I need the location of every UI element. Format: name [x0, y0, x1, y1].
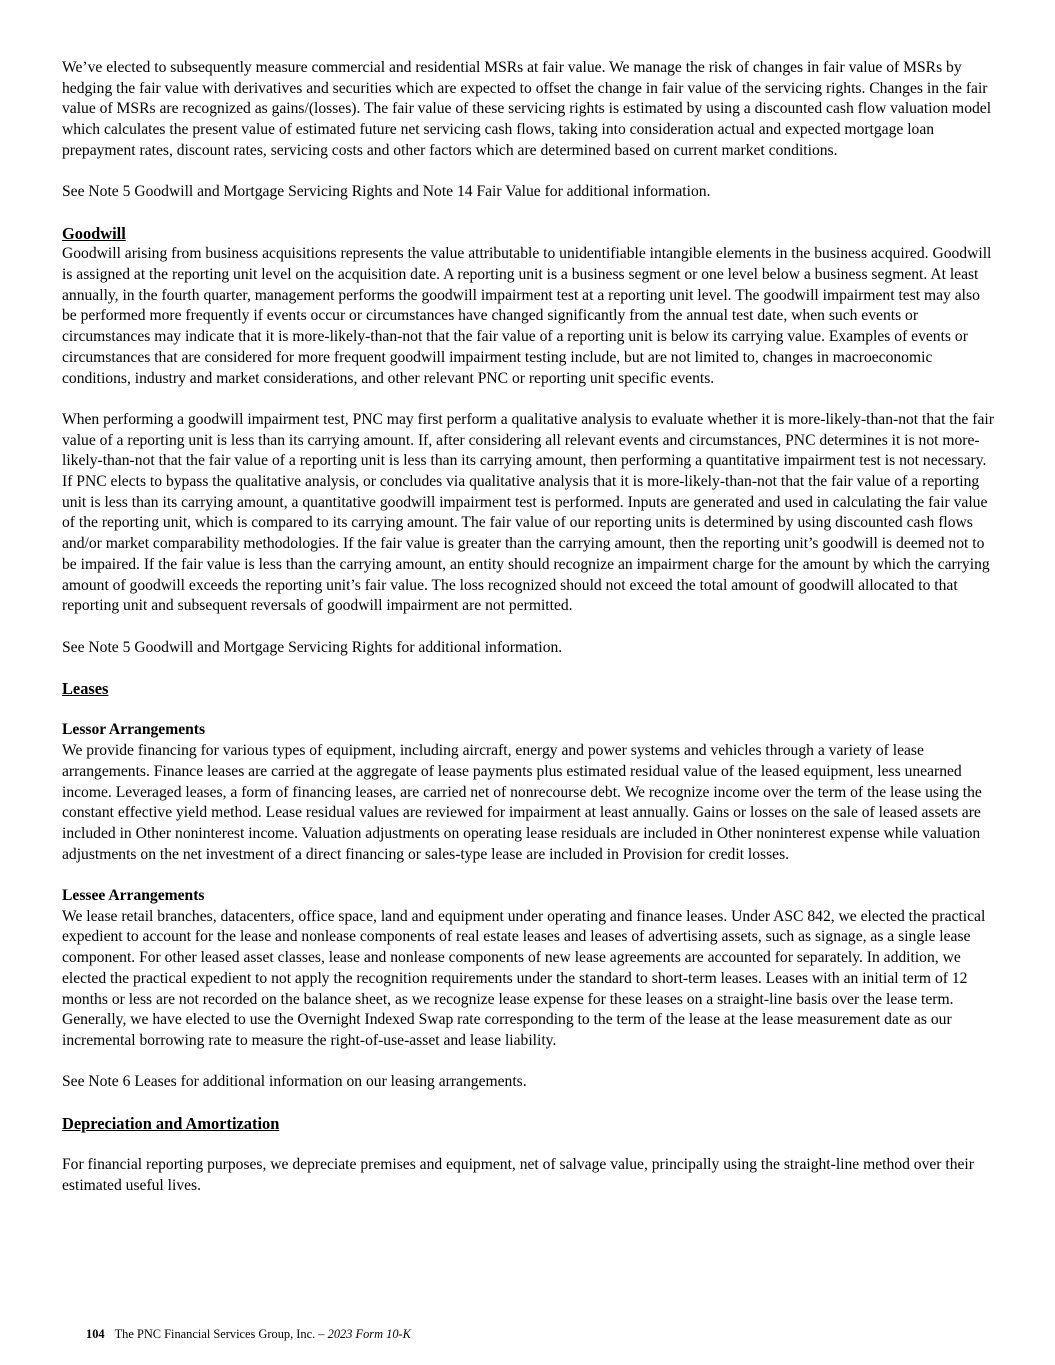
lessor-paragraph: We provide financing for various types of equipment, including aircraft, energy and power systems and vehicles through a variety of lease arrangements. Finance leases are carried at the aggregate of lease payments plus estimated residual value of the leased equipment, less unearned income. Leveraged leases, a form of financing leases, are carried net of nonrecourse debt. We recognize income over the term of the lease using the constant effective yield method. Lease residual values are reviewed for impairment at least annually. Gains or losses on the sale of leased assets are included in Other noninterest income. Valuation adjustments on operating lease residuals are included in Other noninterest expense while valuation adjustments on the net investment of a direct financing or sales-type lease are included in Provision for credit losses.: [62, 742, 982, 863]
msr-see-note: See Note 5 Goodwill and Mortgage Servicing Rights and Note 14 Fair Value for additional information.: [62, 183, 711, 201]
goodwill-heading: Goodwill: [62, 223, 126, 243]
msr-paragraph: We’ve elected to subsequently measure commercial and residential MSRs at fair value. We manage the risk of changes in fair value of MSRs by hedging the fair value with derivatives and securities which are expected to offset the change in fair value of the servicing rights. Changes in the fair value of MSRs are recognized as gains/(losses). The fair value of these servicing rights is estimated by using a discounted cash flow valuation model which calculates the present value of estimated future net servicing cash flows, taking into consideration actual and expected mortgage loan prepayment rates, discount rates, servicing costs and other factors which are determined based on current market conditions.: [62, 59, 992, 159]
lessee-heading: Lessee Arrangements: [62, 887, 205, 905]
goodwill-paragraph-1: Goodwill arising from business acquisitions represents the value attributable to unidentifiable intangible elements in the business acquired. Goodwill is assigned at the reporting unit level on the acquisition date. A reporting unit is a business segment or one level below a business segment. At least annually, in the fourth quarter, management performs the goodwill impairment test at a reporting unit level. The goodwill impairment test may also be performed more frequently if events occur or circumstances have changed significantly from the annual test date, when such events or circumstances may indicate that it is more-likely-than-not that the fair value of a reporting unit is below its carrying value. Examples of events or circumstances that are considered for more frequent goodwill impairment testing include, but are not limited to, changes in macroeconomic conditions, industry and market considerations, and other relevant PNC or reporting unit specific events.: [62, 245, 992, 387]
goodwill-paragraph-2: When performing a goodwill impairment test, PNC may first perform a qualitative analysis to evaluate whether it is more-likely-than-not that the fair value of a reporting unit is less than its carrying amount. If, after considering all relevant events and circumstances, PNC determines it is not more-likely-than-not that the fair value of a reporting unit is less than its carrying amount, then performing a quantitative impairment test is not necessary. If PNC elects to bypass the qualitative analysis, or concludes via qualitative analysis that it is more-likely-than-not that the fair value of a reporting unit is less than its carrying amount, a quantitative goodwill impairment test is performed. Inputs are generated and used in calculating the fair value of the reporting unit, which is compared to its carrying amount. The fair value of our reporting units is determined by using discounted cash flows and/or market comparability methodologies. If the fair value is greater than the carrying amount, then the reporting unit’s goodwill is deemed not to be impaired. If the fair value is less than the carrying amount, an entity should recognize an impairment charge for the amount by which the carrying amount of goodwill exceeds the reporting unit’s fair value. The loss recognized should not exceed the total amount of goodwill allocated to that reporting unit and subsequent reversals of goodwill impairment are not permitted.: [62, 410, 994, 615]
page-number: 104: [86, 1327, 105, 1341]
depreciation-paragraph: For financial reporting purposes, we depreciate premises and equipment, net of salvage value, principally using the straight-line method over their estimated useful lives.: [62, 1156, 974, 1194]
page-footer: [86, 1326, 411, 1342]
footer-form: 2023 Form 10-K: [327, 1327, 411, 1341]
leases-heading: Leases: [62, 679, 109, 699]
document-body: [62, 58, 996, 1197]
footer-company: The PNC Financial Services Group, Inc. –: [114, 1327, 325, 1341]
depreciation-heading: Depreciation and Amortization: [62, 1113, 280, 1133]
leases-see-note: See Note 6 Leases for additional information on our leasing arrangements.: [62, 1073, 527, 1091]
lessor-heading: Lessor Arrangements: [62, 721, 206, 739]
goodwill-see-note: See Note 5 Goodwill and Mortgage Servicing Rights for additional information.: [62, 638, 563, 656]
lessee-paragraph: We lease retail branches, datacenters, office space, land and equipment under operating and finance leases. Under ASC 842, we elected the practical expedient to account for the lease and nonlease components of real estate leases and leases of advertising assets, such as signage, as a single lease component. For other leased asset classes, lease and nonlease components of new lease agreements are accounted for separately. In addition, we elected the practical expedient to not apply the recognition requirements under the standard to short-term leases. Leases with an initial term of 12 months or less are not recorded on the balance sheet, as we recognize lease expense for these leases on a straight-line basis over the lease term. Generally, we have elected to use the Overnight Indexed Swap rate corresponding to the term of the lease at the lease measurement date as our incremental borrowing rate to measure the right-of-use-asset and lease liability.: [62, 907, 986, 1049]
